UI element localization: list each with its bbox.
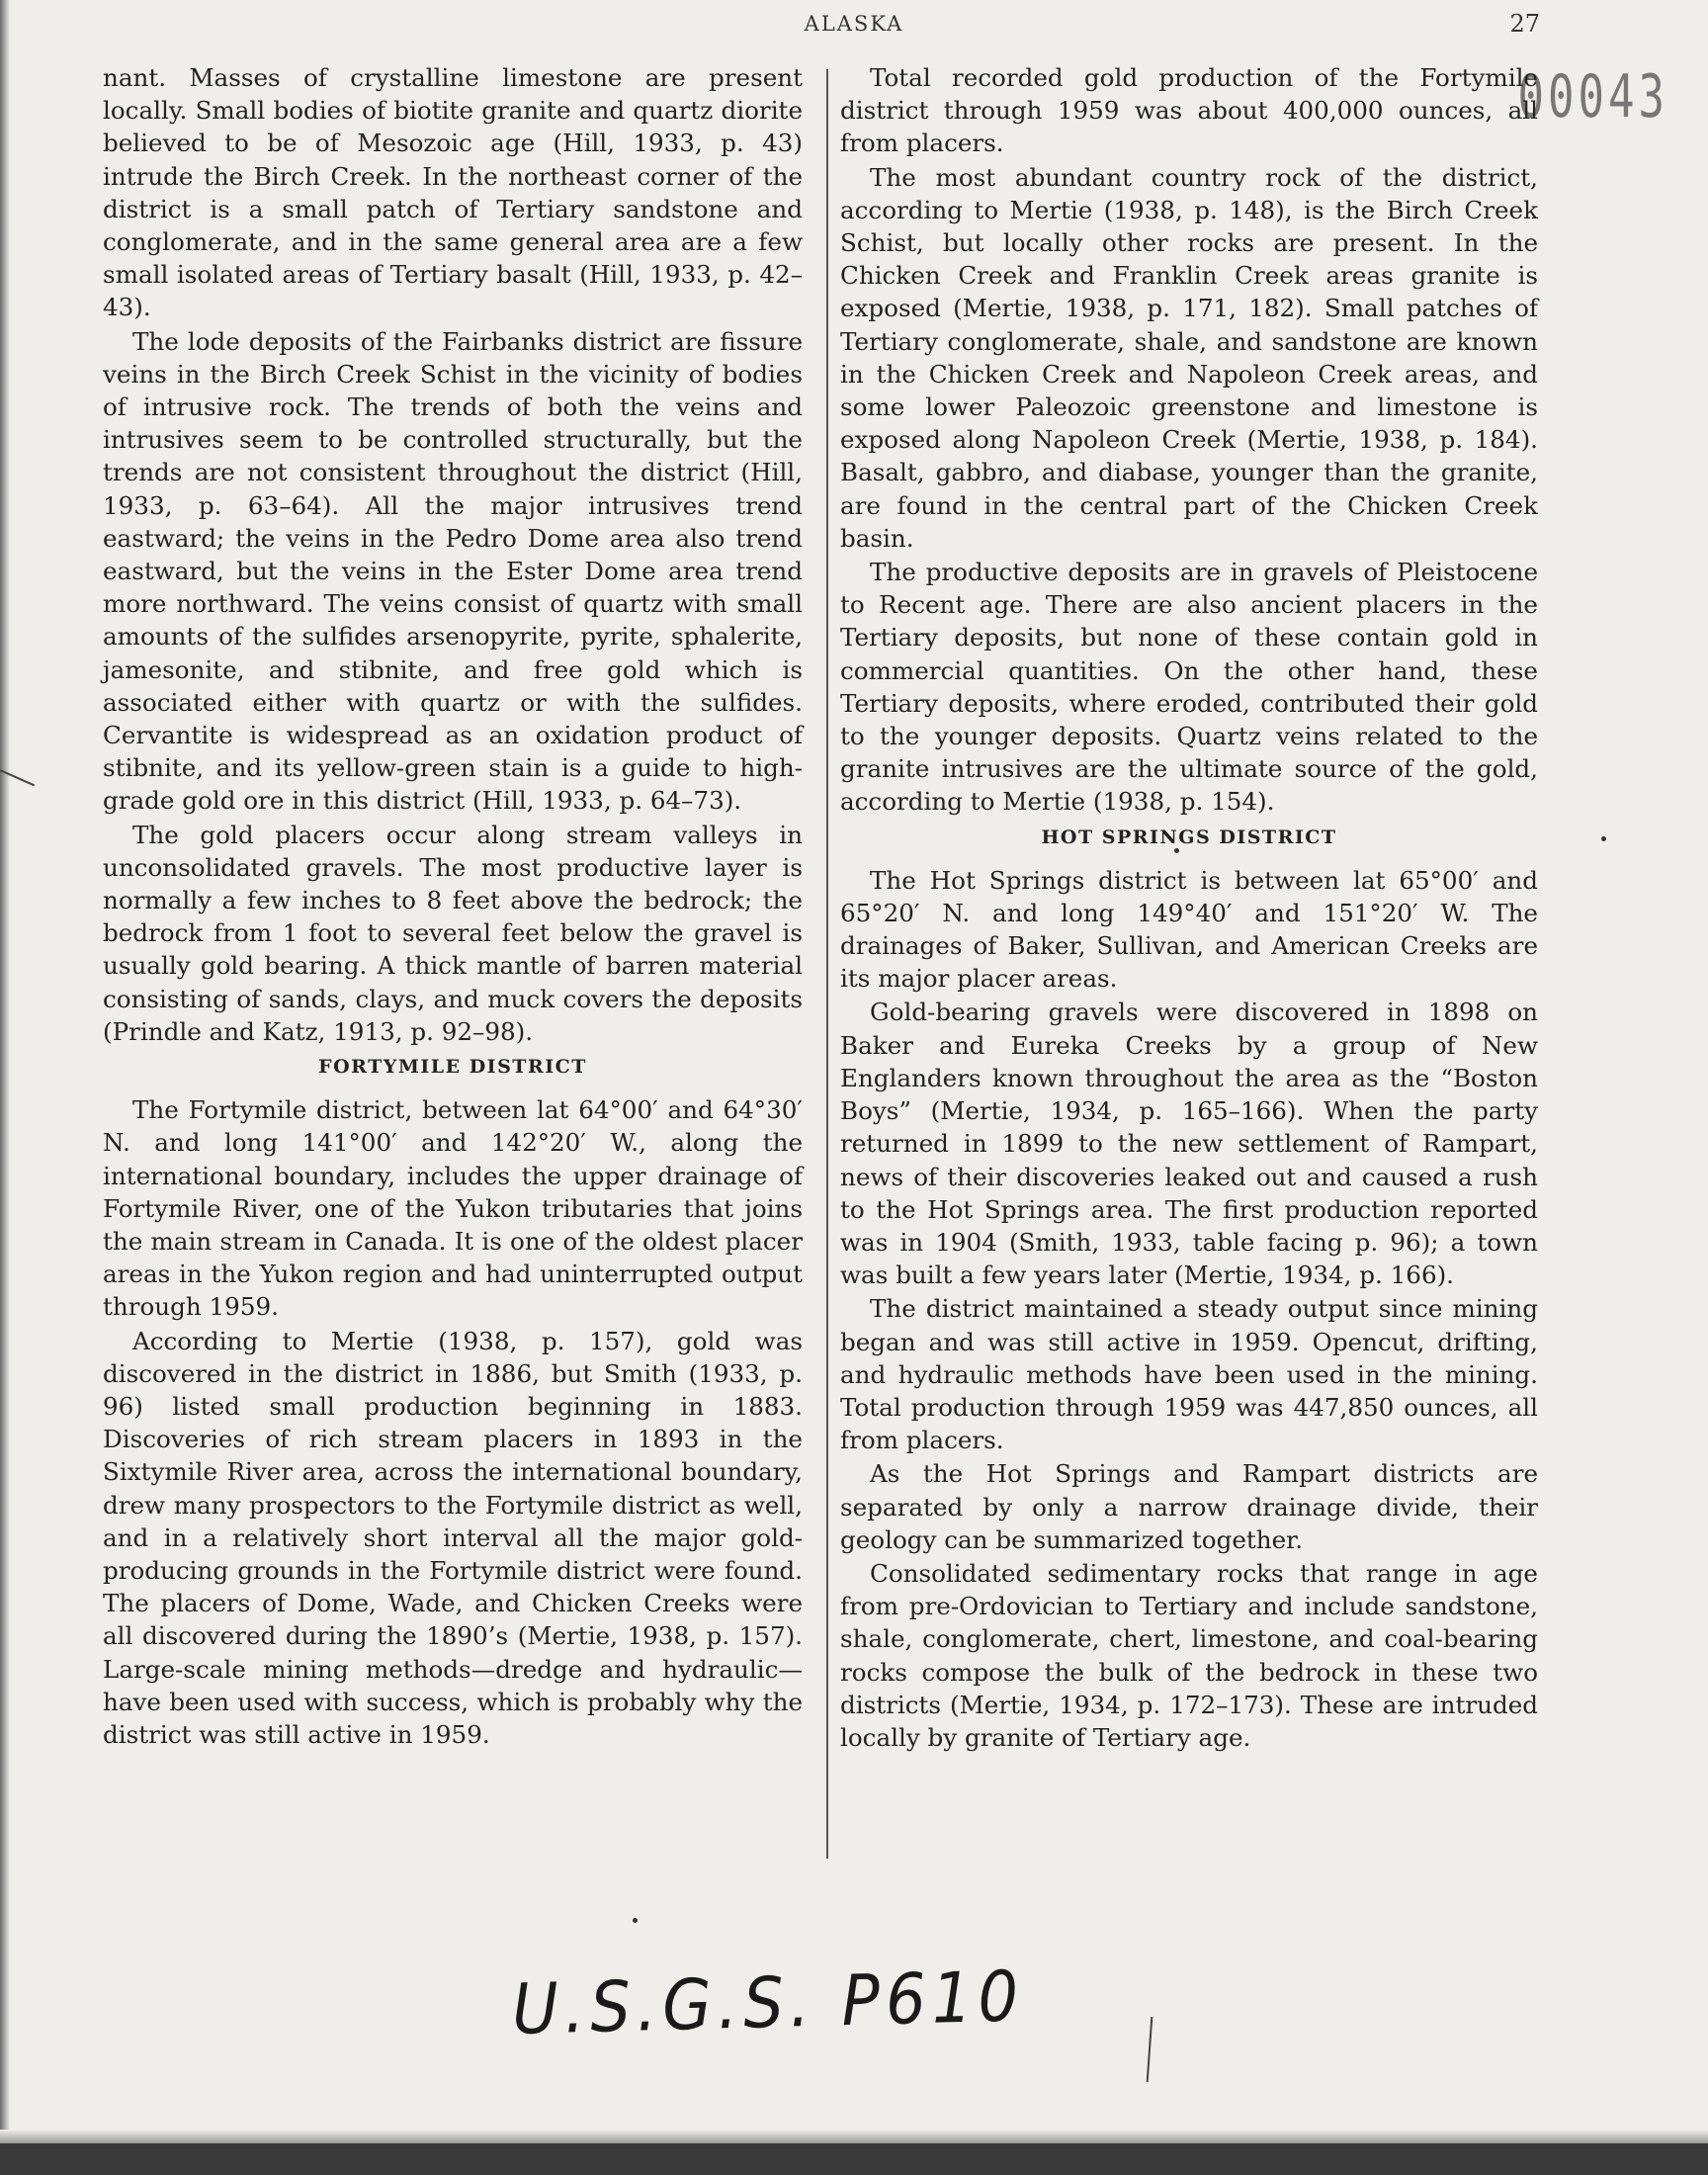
running-head: ALASKA (804, 12, 904, 36)
paragraph: The gold placers occur along stream valleys in unconsolidated gravels. The most productive layer is normally a few inches to 8 feet above the bedrock; the bedrock from 1 foot to several feet below the gravel is usually gold bearing. A thick mantle of barren material consisting of sands, clays, and muck covers the deposits (Prindle and Katz, 1913, p. 92–98). (103, 820, 803, 1046)
scan-left-edge (0, 0, 10, 2175)
right-column (840, 61, 1538, 1755)
stamp-number: 00043 (1517, 63, 1668, 131)
paragraph: Consolidated sedimentary rocks that range in age from pre-Ordovician to Tertiary and include sandstone, shale, conglomerate, chert, limestone, and coal-bearing rocks compose the bulk of the bedrock in these two districts (Mertie, 1934, p. 172–173). These are intruded locally by granite of Tertiary age. (840, 1558, 1538, 1752)
page-number: 27 (1509, 10, 1540, 38)
speck-mark (633, 1918, 638, 1923)
column-divider (826, 69, 828, 1859)
handwritten-note-text: U.S.G.S. P610 (511, 1957, 1026, 2051)
section-heading-hot-springs: HOT SPRINGS DISTRICT (1041, 826, 1337, 848)
paragraph: The district maintained a steady output since mining began and was still active in 1959. Opencut, drifting, and hydraulic methods have been used in the mining. Total production through 1959 was 447,850 ounces, all from placers. (840, 1294, 1538, 1455)
pen-mark (1147, 2017, 1153, 2082)
paragraph: According to Mertie (1938, p. 157), gold was discovered in the district in 1886, but Smith (1933, p. 96) listed small production beginning in 1883. Discoveries of rich stream placers in 1893 in the Sixtymile River area, across the international boundary, drew many prospectors to the Fortymile district as well, and in a relatively short interval all the major gold-producing grounds in the Fortymile district were found. The placers of Dome, Wade, and Chicken Creeks were all discovered during the 1890’s (Mertie, 1938, p. 157). Large-scale mining methods—dredge and hydraulic—have been used with success, which is probably why the district was still active in 1959. (103, 1326, 803, 1749)
paragraph: Total recorded gold production of the Fortymile district through 1959 was about 400,000 ounces, all from placers. (840, 63, 1538, 158)
left-column (103, 61, 803, 1752)
speck-mark (1601, 836, 1606, 841)
paragraph: The Fortymile district, between lat 64°00′ and 64°30′ N. and long 141°00′ and 142°20′ W., along the international boundary, includes the upper drainage of Fortymile River, one of the Yukon tributaries that joins the main stream in Canada. It is one of the oldest placer areas in the Yukon region and had uninterrupted output through 1959. (103, 1095, 803, 1322)
paragraph: The lode deposits of the Fairbanks district are fissure veins in the Birch Creek Schist in the vicinity of bodies of intrusive rock. The trends of both the veins and intrusives seem to be controlled structurally, but the trends are not consistent throughout the district (Hill, 1933, p. 63–64). All the major intrusives trend eastward; the veins in the Pedro Dome area also trend eastward, but the veins in the Ester Dome area trend more northward. The veins consist of quartz with small amounts of the sulfides arsenopyrite, pyrite, sphalerite, jamesonite, and stibnite, and free gold which is associated either with quartz or with the sulfides. Cervantite is widespread as an oxidation product of stibnite, and its yellow-green stain is a guide to high-grade gold ore in this district (Hill, 1933, p. 64–73). (103, 326, 803, 816)
speck-mark (1174, 848, 1179, 853)
paragraph: As the Hot Springs and Rampart districts are separated by only a narrow drainage divide, their geology can be summarized together. (840, 1459, 1538, 1554)
paragraph: nant. Masses of crystalline limestone are present locally. Small bodies of biotite granite and quartz diorite believed to be of Mesozoic age (Hill, 1933, p. 43) intrude the Birch Creek. In the northeast corner of the district is a small patch of Tertiary sandstone and conglomerate, and in the same general area are a few small isolated areas of Tertiary basalt (Hill, 1933, p. 42–43). (103, 63, 803, 322)
section-heading-fortymile: FORTYMILE DISTRICT (318, 1056, 587, 1079)
paragraph: The productive deposits are in gravels of Pleistocene to Recent age. There are also ancient placers in the Tertiary deposits, but none of these contain gold in commercial quantities. On the other hand, these Tertiary deposits, where eroded, contributed their gold to the younger deposits. Quartz veins related to the granite intrusives are the ultimate source of the gold, according to Mertie (1938, p. 154). (840, 558, 1538, 817)
scan-bottom-edge (0, 2143, 1708, 2175)
handwritten-note (511, 1957, 1026, 2076)
paragraph: The most abundant country rock of the district, according to Mertie (1938, p. 148), is the Birch Creek Schist, but locally other rocks are present. In the Chicken Creek and Franklin Creek areas granite is exposed (Mertie, 1938, p. 171, 182). Small patches of Tertiary conglomerate, shale, and sandstone are known in the Chicken Creek and Napoleon Creek areas, and some lower Paleozoic greenstone and limestone is exposed along Napoleon Creek (Mertie, 1938, p. 184). Basalt, gabbro, and diabase, younger than the granite, are found in the central part of the Chicken Creek basin. (840, 162, 1538, 553)
paragraph: The Hot Springs district is between lat 65°00′ and 65°20′ N. and long 149°40′ and 151°20′ W. The drainages of Baker, Sullivan, and American Creeks are its major placer areas. (840, 865, 1538, 994)
paragraph: Gold-bearing gravels were discovered in 1898 on Baker and Eureka Creeks by a group of New Englanders known throughout the area as the “Boston Boys” (Mertie, 1934, p. 165–166). When the party returned in 1899 to the new settlement of Rampart, news of their discoveries leaked out and caused a rush to the Hot Springs area. The first production reported was in 1904 (Smith, 1933, table facing p. 96); a town was built a few years later (Mertie, 1934, p. 166). (840, 998, 1538, 1290)
